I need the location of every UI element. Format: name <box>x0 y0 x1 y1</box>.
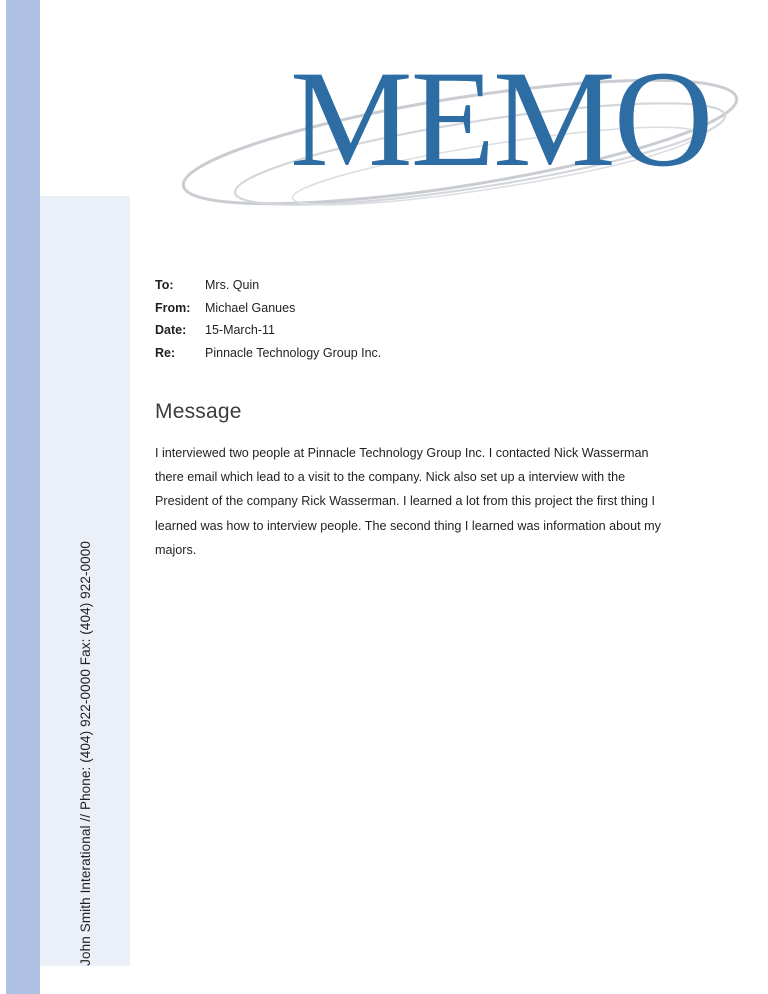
field-row-date <box>155 323 695 337</box>
field-row-re <box>155 346 695 360</box>
field-label-date-text: Date <box>155 323 183 337</box>
message-body: I interviewed two people at Pinnacle Technology Group Inc. I contacted Nick Wasserman there email which lead to a visit to the company. Nick also set up a interview with the President of the company Rick Wasserman. I learned a lot from this project the first thing I learned was how to interview people. The second thing I learned was information about my majors. <box>155 446 661 557</box>
field-row-to <box>155 278 695 292</box>
field-separator-from: : <box>186 300 191 315</box>
field-label-from-text: From <box>155 300 187 315</box>
field-row-from <box>155 301 695 315</box>
message-heading: Message <box>155 400 242 423</box>
field-label-re <box>155 346 205 360</box>
left-accent-bar <box>6 0 40 994</box>
memo-fields <box>155 278 695 368</box>
field-value-from: Michael Ganues <box>205 300 296 315</box>
field-separator-date: : <box>182 323 187 337</box>
field-label-from <box>155 301 205 315</box>
field-value-date: 15-March-11 <box>205 323 275 337</box>
sidebar-contact-text: John Smith Interational // Phone: (404) 922-0000 Fax: (404) 922-0000 <box>77 541 93 966</box>
memo-title-block <box>150 34 750 214</box>
field-separator-to: : <box>169 278 174 292</box>
field-value-re: Pinnacle Technology Group Inc. <box>205 345 382 360</box>
page-title: MEMO <box>290 42 712 195</box>
field-label-re-text: Re <box>155 345 171 360</box>
field-label-date <box>155 323 205 337</box>
left-light-panel <box>40 196 130 966</box>
field-label-to <box>155 278 205 292</box>
field-label-to-text: To <box>155 278 170 292</box>
field-separator-re: : <box>170 345 176 360</box>
field-value-to: Mrs. Quin <box>205 278 260 292</box>
